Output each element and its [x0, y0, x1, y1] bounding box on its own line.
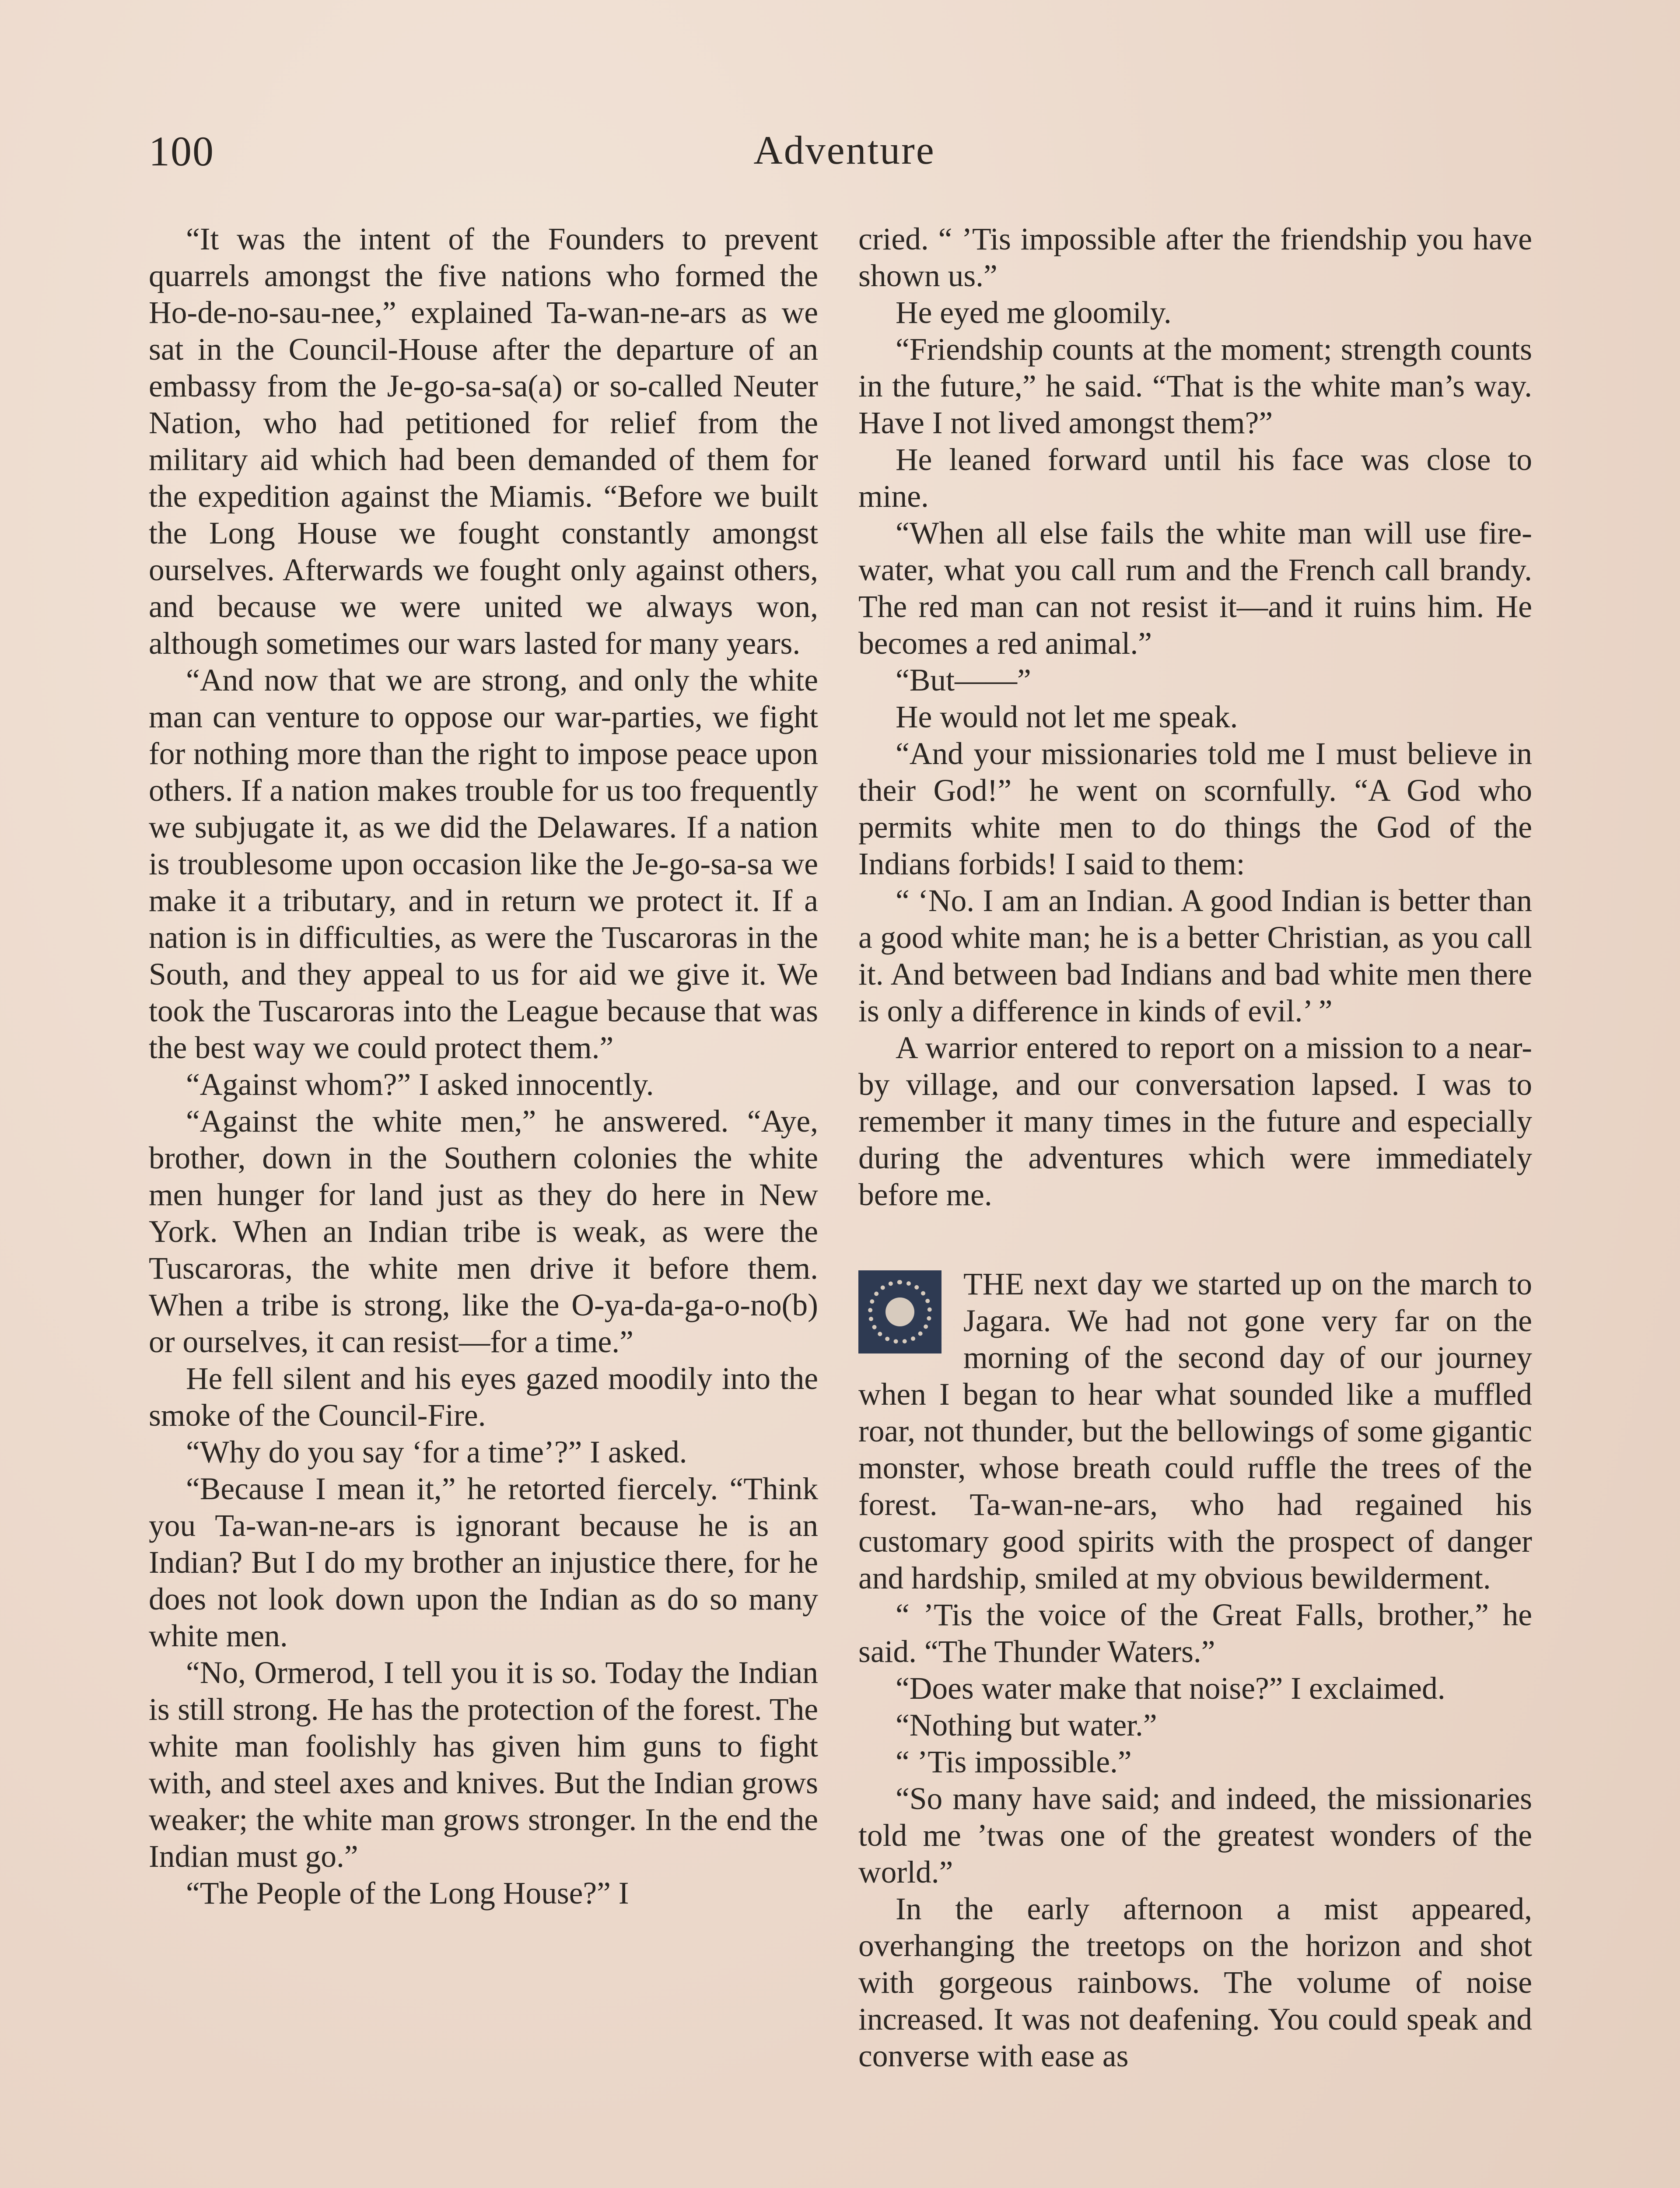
paragraph: “ ’Tis impossible.” [896, 1745, 1132, 1779]
paragraph: “Why do you say ‘for a time’?” I asked. [186, 1435, 687, 1469]
paragraph: “And your missionaries told me I must believe in their God!” he went on scornfully. “A God who permits white men to do things the God of the Indians forbids! I said to them: [858, 736, 1532, 881]
paragraph: “Friendship counts at the moment; strength counts in the future,” he said. “That is the white man’s way. Have I not lived amongst them?” [858, 332, 1532, 440]
left-column [149, 221, 818, 1912]
paragraph: A warrior entered to report on a mission to a near-by village, and our conversation lapsed. I was to remember it many times in the future and especially during the adventures which were immediately before me. [858, 1031, 1532, 1212]
paragraph: “But——” [896, 663, 1031, 698]
paragraph: “ ’Tis the voice of the Great Falls, brother,” he said. “The Thunder Waters.” [858, 1598, 1532, 1669]
paragraph: “Does water make that noise?” I exclaimed. [896, 1671, 1446, 1706]
ornament-icon [858, 1270, 942, 1353]
paragraph: “ ‘No. I am an Indian. A good Indian is better than a good white man; he is a better Christian, as you call it. And between bad Indians and bad white men there is only a difference in kinds of evil.’ ” [858, 884, 1532, 1028]
paragraph: “When all else fails the white man will use fire-water, what you call rum and the French call brandy. The red man can not resist it—and it ruins him. He becomes a red animal.” [858, 516, 1532, 661]
paragraph: “The People of the Long House?” I [186, 1876, 629, 1911]
paragraph: “Because I mean it,” he retorted fiercely. “Think you Ta-wan-ne-ars is ignorant because he is an Indian? But I do my brother an injustice there, for he does not look down upon the Indian as do so many white men. [149, 1472, 818, 1653]
paragraph: “It was the intent of the Founders to prevent quarrels amongst the five nations who formed the Ho-de-no-sau-nee,” explained Ta-wan-ne-ars as we sat in the Council-House after the departure of an embassy from the Je-go-sa-sa(a) or so-called Neuter Nation, who had petitioned for relief from the military aid which had been demanded of them for the expedition against the Miamis. “Before we built the Long House we fought constantly amongst ourselves. Afterwards we fought only against others, and because we were united we always won, although sometimes our wars lasted for many years. [149, 222, 818, 661]
paragraph: He fell silent and his eyes gazed moodily into the smoke of the Council-Fire. [149, 1361, 818, 1433]
paragraph: “No, Ormerod, I tell you it is so. Today the Indian is still strong. He has the protection of the forest. The white man foolishly has given him guns to fight with, and steel axes and knives. But the Indian grows weaker; the white man grows stronger. In the end the Indian must go.” [149, 1655, 818, 1874]
paragraph: THE next day we started up on the march to Jagara. We had not gone very far on the morning of the second day of our journey when I began to hear what sounded like a muffled roar, not thunder, but the bellowings of some gigantic monster, whose breath could ruffle the trees of the forest. Ta-wan-ne-ars, who had regained his customary good spirits with the prospect of danger and hardship, smiled at my obvious bewilderment. [858, 1267, 1532, 1595]
paragraph: “And now that we are strong, and only the white man can venture to oppose our war-parties, we fight for nothing more than the right to impose peace upon others. If a nation makes trouble for us too frequently we subjugate it, as we did the Delawares. If a nation is troublesome upon occasion like the Je-go-sa-sa we make it a tributary, and in return we protect it. If a nation is in difficulties, as were the Tuscaroras in the South, and they appeal to us for aid we give it. We took the Tuscaroras into the League because that was the best way we could protect them.” [149, 663, 818, 1065]
paragraph: He would not let me speak. [896, 700, 1238, 734]
paragraph: He leaned forward until his face was close to mine. [858, 442, 1532, 514]
paragraph: “Against whom?” I asked innocently. [186, 1067, 654, 1102]
running-title: Adventure [753, 128, 935, 172]
paragraph: “So many have said; and indeed, the missionaries told me ’twas one of the greatest wonders of the world.” [858, 1781, 1532, 1890]
paragraph: “Nothing but water.” [896, 1708, 1157, 1743]
page-number: 100 [149, 128, 214, 175]
paragraph: He eyed me gloomily. [896, 295, 1172, 330]
paragraph: In the early afternoon a mist appeared, overhanging the treetops on the horizon and shot with gorgeous rainbows. The volume of noise increased. It was not deafening. You could speak and converse with ease as [858, 1892, 1532, 2073]
paragraph: cried. “ ’Tis impossible after the friendship you have shown us.” [858, 222, 1532, 293]
paragraph: “Against the white men,” he answered. “Aye, brother, down in the Southern colonies the white men hunger for land just as they do here in New York. When an Indian tribe is weak, as were the Tuscaroras, the white men drive it before them. When a tribe is strong, like the O-ya-da-ga-o-no(b) or ourselves, it can resist—for a time.” [149, 1104, 818, 1359]
page-header [149, 127, 1540, 184]
right-column [858, 221, 1532, 2075]
section-break [858, 1213, 1532, 1266]
